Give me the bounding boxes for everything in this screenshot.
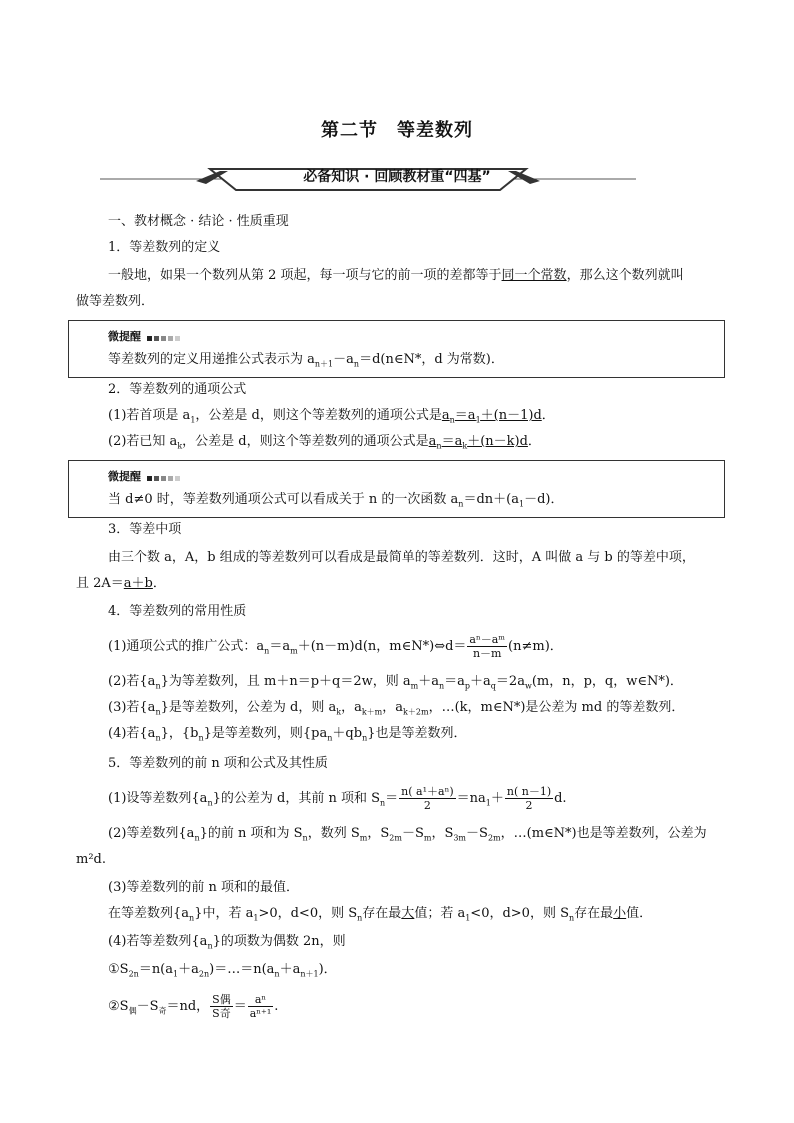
underlined-answer: 小 (613, 906, 627, 921)
underlined-answer: 同一个常数 (501, 268, 567, 283)
item1-heading: 1．等差数列的定义 (108, 240, 221, 255)
underlined-answer: 大 (401, 906, 415, 921)
underlined-answer: $a_n=a_1+(n-1)d$ (441, 408, 542, 425)
item5-line5: $①S_{2n}=n(a_1+a_{2n})=\dots=n(a_n+a_{n+1})$． (108, 962, 337, 979)
item5-line3: (3)等差数列的前 n 项和的最值． (108, 880, 300, 895)
item3-heading: 3．等差中项 (108, 522, 182, 537)
item4-heading: 4．等差数列的常用性质 (108, 604, 247, 619)
item3-text: 由三个数 a，A，b 组成的等差数列可以看成是最简单的等差数列．这时，A 叫做 a 与 b 的等差中项， (108, 550, 695, 565)
item1-text: 一般地，如果一个数列从第 2 项起，每一项与它的前一项的差都等于同一个常数，那么这个数列就叫 (108, 268, 684, 283)
tip-label-1: 微提醒 (108, 328, 182, 344)
item5-line6: $②S_偶-S_奇=nd$， $\frac{\text{S偶}}{\text{S奇}}$ ＝ $\frac{\text{aⁿ}}{\text{aⁿ⁺¹}}$ . (108, 993, 279, 1020)
item5-line1: (1)设等差数列$\{a_n\}$的公差为 d，其前 n 项和 $S_n=$ $\frac{\text{n( a¹＋aⁿ)}}{2}$ $=na_1+$ $\frac{n( n-1)}{2}$ d. (108, 785, 567, 812)
section-heading: 一、教材概念 · 结论 · 性质重现 (108, 214, 289, 229)
item4-line4: (4)若$\{a_n\}$，$\{b_n\}$是等差数列，则$\{pa_n+qb_n\}$也是等差数列． (108, 726, 467, 743)
decor-squares-icon (147, 331, 182, 344)
section-banner-label: 必备知识 · 回顾教材重“四基” (303, 169, 491, 185)
tip-text-1: 等差数列的定义用递推公式表示为 $a_{n+1}-a_n=d(n\in N*$，d 为常数)． (108, 352, 504, 369)
item4-line3: (3)若$\{a_n\}$是等差数列，公差为 d，则 $a_k$，$a_{k+m}$，$a_{k+2m}$，…(k，m∈N*)是公差为 md 的等差数列． (108, 700, 685, 717)
item2-line1: (1)若首项是 $a_1$，公差是 d，则这个等差数列的通项公式是$a_n=a_1+(n-1)d$． (108, 408, 555, 425)
item3-text-cont: 且 2A＝a＋b． (76, 576, 166, 591)
fraction: $\frac{n( n-1)}{2}$ (506, 785, 552, 812)
item5-line4: (4)若等差数列$\{a_n\}$的项数为偶数 2n，则 (108, 934, 346, 951)
item5-line3b: 在等差数列$\{a_n\}$中，若 $a_1>0$，d<0，则 $S_n$存在最大值；若 $a_1<0$，d>0，则 $S_n$存在最小值． (108, 906, 653, 923)
tip-label-2: 微提醒 (108, 468, 182, 484)
tip-text-2: 当 d≠0 时，等差数列通项公式可以看成关于 n 的一次函数 $a_n=dn+(a_1-d)$． (108, 492, 564, 509)
fraction: $\frac{\text{aⁿ}}{\text{aⁿ⁺¹}}$ (249, 993, 272, 1020)
item2-line2: (2)若已知 $a_k$，公差是 d，则这个等差数列的通项公式是$a_n=a_k+(n-k)d$． (108, 434, 541, 451)
underlined-answer: $a_n=a_k+(n-k)d$ (428, 434, 528, 451)
item5-heading: 5．等差数列的前 n 项和公式及其性质 (108, 756, 328, 771)
decor-squares-icon (147, 471, 182, 484)
item2-heading: 2．等差数列的通项公式 (108, 382, 247, 397)
item4-line1: (1)通项公式的推广公式：$a_n=a_m+(n-m)d(n$，m∈N*)⇔d＝ $\frac{\text{aⁿ－aᵐ}}{n-m}$ (n≠m)． (108, 633, 563, 660)
item5-line2: (2)等差数列$\{a_n\}$的前 n 项和为 $S_n$，数列 $S_m$，$S_{2m}-S_m$，$S_{3m}-S_{2m}$，…(m∈N*)也是等差数列，公差为 (108, 826, 707, 843)
fraction: $\frac{\text{S偶}}{\text{S奇}}$ (212, 993, 231, 1020)
fraction: $\frac{\text{aⁿ－aᵐ}}{n-m}$ (469, 633, 506, 660)
item1-text-cont: 做等差数列． (76, 294, 155, 309)
fraction: $\frac{\text{n( a¹＋aⁿ)}}{2}$ (401, 785, 454, 812)
page-title: 第二节 等差数列 (321, 120, 473, 141)
underlined-answer: a＋b (123, 576, 153, 591)
item5-line2-cont: m²d. (76, 852, 106, 867)
item4-line2: (2)若$\{a_n\}$为等差数列，且 m＋n＝p＋q＝2w，则 $a_m+a_n=a_p+a_q=2a_w(m$，n，p，q，w∈N*)． (108, 674, 683, 691)
